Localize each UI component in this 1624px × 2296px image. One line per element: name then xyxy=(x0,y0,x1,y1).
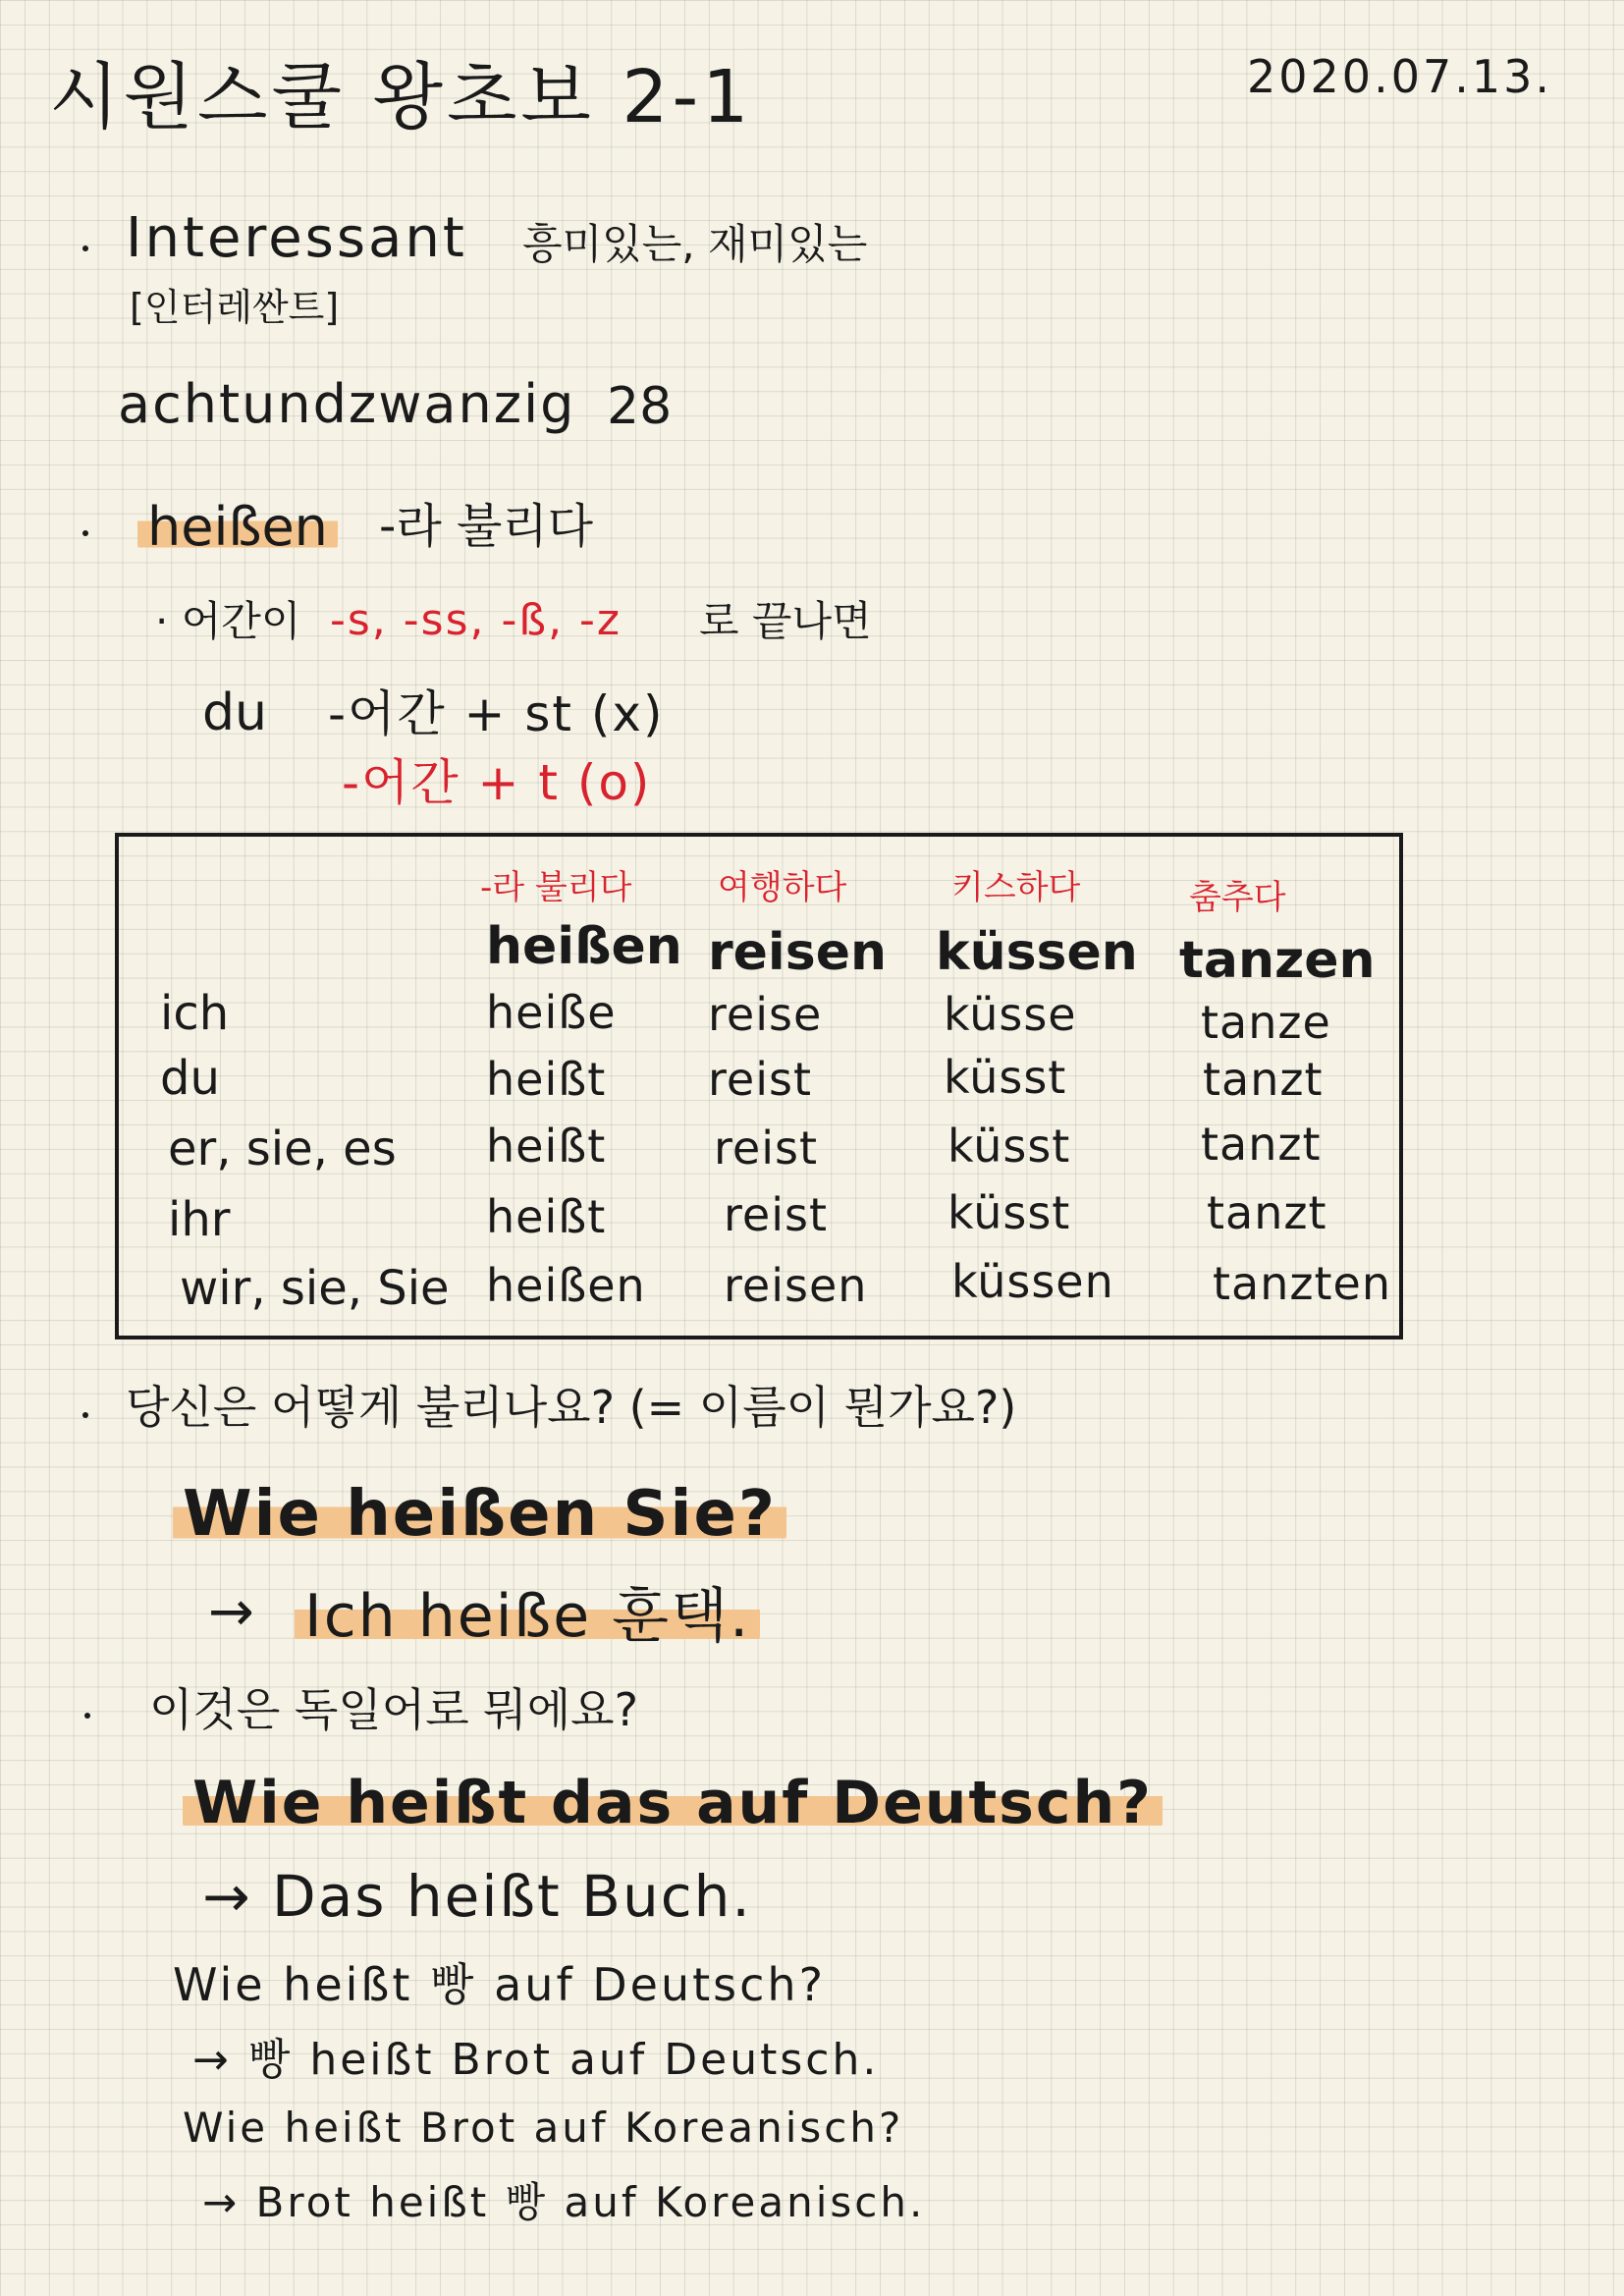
arrow-icon: → xyxy=(208,1580,254,1644)
question-highlight: Wie heißt das auf Deutsch? xyxy=(183,1774,1163,1832)
conj-cell: küsst xyxy=(947,1120,1071,1173)
conj-cell: tanzt xyxy=(1203,1053,1324,1106)
example-line: Wie heißt Brot auf Koreanisch? xyxy=(183,2104,904,2152)
bullet-dot xyxy=(82,530,88,536)
conj-cell: tanzt xyxy=(1201,1118,1322,1171)
conj-cell: heißt xyxy=(486,1053,607,1106)
vocab-meaning: 흥미있는, 재미있는 xyxy=(522,220,868,268)
verb-infinitive: heißen xyxy=(486,917,682,976)
pronoun-label: du xyxy=(160,1051,220,1106)
conj-cell: reist xyxy=(708,1053,812,1106)
du-rule-right: -어간 + t (o) xyxy=(342,754,652,811)
conj-cell: reisen xyxy=(724,1259,868,1312)
number-word: achtundzwanzig xyxy=(118,373,576,435)
rule-endings: -s, -ss, -ß, -z xyxy=(330,595,623,645)
verb-infinitive: reisen xyxy=(708,923,887,982)
bullet-dot xyxy=(82,1412,88,1418)
conj-cell: tanzt xyxy=(1207,1186,1327,1239)
rule-label: · 어간이 xyxy=(155,597,301,645)
conj-cell: küssen xyxy=(951,1255,1114,1308)
verb-meaning: 여행하다 xyxy=(718,868,847,907)
du-rule-wrong: -어간 + st (x) xyxy=(328,685,665,742)
conj-cell: heißt xyxy=(486,1120,607,1173)
conj-cell: heißt xyxy=(486,1190,607,1243)
conjugation-table xyxy=(115,833,1403,1339)
conj-cell: heißen xyxy=(486,1259,646,1312)
pronoun-label: ich xyxy=(160,986,230,1041)
verb-infinitive: tanzen xyxy=(1179,931,1376,990)
rule-tail: 로 끝나면 xyxy=(699,597,872,645)
example-line: Wie heißt 빵 auf Deutsch? xyxy=(173,1958,826,2011)
du-label: du xyxy=(202,683,267,742)
conj-cell: küsst xyxy=(947,1186,1071,1239)
bullet-dot xyxy=(84,1713,90,1719)
verb-meaning: -라 불리다 xyxy=(379,499,594,554)
pronoun-label: ihr xyxy=(168,1192,231,1247)
example-line: → 빵 heißt Brot auf Deutsch. xyxy=(192,2035,880,2085)
conj-cell: küsst xyxy=(944,1051,1067,1104)
question-note: 당신은 어떻게 불리나요? (= 이름이 뭔가요?) xyxy=(126,1381,1017,1434)
note-date: 2020.07.13. xyxy=(1247,50,1552,103)
answer-highlight: Ich heiße 훈택. xyxy=(295,1587,760,1646)
pronoun-label: er, sie, es xyxy=(168,1121,397,1176)
conj-cell: tanzten xyxy=(1213,1257,1392,1310)
example-line: → Brot heißt 빵 auf Koreanisch. xyxy=(202,2178,926,2226)
verb-meaning: 키스하다 xyxy=(951,868,1081,907)
conj-cell: heiße xyxy=(486,986,617,1039)
conj-cell: tanze xyxy=(1201,996,1331,1049)
conj-cell: reise xyxy=(708,988,823,1041)
verb-highlight: heißen xyxy=(137,501,338,554)
answer-line: → Das heißt Buch. xyxy=(202,1863,752,1930)
question-note: 이것은 독일어로 뭐에요? xyxy=(149,1683,639,1736)
conj-cell: reist xyxy=(724,1188,828,1241)
verb-infinitive: küssen xyxy=(936,923,1138,982)
verb-meaning: 춤추다 xyxy=(1189,878,1286,917)
verb-meaning: -라 불리다 xyxy=(480,868,632,907)
bullet-dot xyxy=(82,246,88,251)
vocab-word: Interessant xyxy=(126,206,467,270)
pronoun-label: wir, sie, Sie xyxy=(180,1261,450,1316)
number-value: 28 xyxy=(607,377,673,436)
conj-cell: küsse xyxy=(944,988,1077,1041)
question-highlight: Wie heißen Sie? xyxy=(173,1483,786,1546)
page-title: 시원스쿨 왕초보 2-1 xyxy=(49,55,753,139)
vocab-pronunciation: [인터레싼트] xyxy=(130,286,340,329)
conj-cell: reist xyxy=(714,1121,818,1175)
